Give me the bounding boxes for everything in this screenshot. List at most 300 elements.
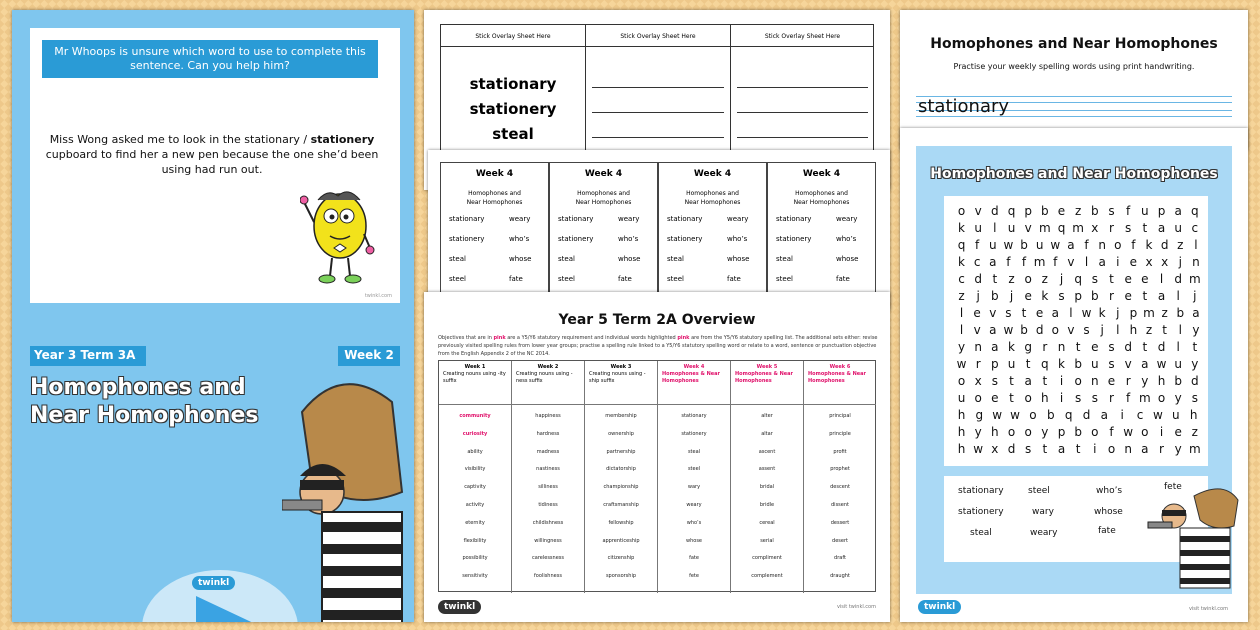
grid-letter[interactable]: d xyxy=(1157,340,1166,354)
card-word: who’s xyxy=(509,235,530,243)
grid-letter[interactable]: o xyxy=(1024,391,1032,405)
grid-letter[interactable]: o xyxy=(1157,391,1166,405)
grid-letter[interactable]: l xyxy=(1194,238,1198,252)
grid-letter[interactable]: o xyxy=(1141,425,1149,439)
overview-word: whose xyxy=(686,537,702,544)
week-card xyxy=(549,162,658,302)
grid-letter[interactable]: t xyxy=(1021,306,1027,320)
grid-letter[interactable]: e xyxy=(1124,272,1132,286)
card-word: whose xyxy=(618,255,641,263)
grid-letter[interactable]: l xyxy=(1176,289,1180,303)
grid-letter[interactable]: h xyxy=(1129,323,1138,337)
overview-word: compliment xyxy=(752,555,782,562)
grid-letter[interactable]: h xyxy=(1189,408,1198,422)
grid-letter[interactable]: o xyxy=(957,204,966,218)
grid-letter[interactable]: b xyxy=(1041,204,1049,218)
grid-letter[interactable]: l xyxy=(1084,255,1089,269)
grid-letter[interactable]: a xyxy=(1098,255,1106,269)
grid-letter[interactable]: s xyxy=(1091,391,1098,405)
grid-letter[interactable]: t xyxy=(1025,357,1031,371)
grid-letter[interactable]: r xyxy=(1159,442,1164,456)
grid-letter[interactable]: c xyxy=(973,255,981,269)
grid-row xyxy=(952,425,1202,442)
grid-letter[interactable]: q xyxy=(1064,408,1073,422)
grid-letter[interactable]: v xyxy=(989,306,997,320)
grid-letter[interactable]: t xyxy=(1142,221,1148,235)
grid-letter[interactable]: l xyxy=(1159,272,1164,286)
grid-letter[interactable]: o xyxy=(974,391,982,405)
grid-letter[interactable]: c xyxy=(1136,408,1144,422)
overview-word: desert xyxy=(832,537,848,544)
grid-letter[interactable]: d xyxy=(1191,374,1199,388)
grid-letter[interactable]: d xyxy=(1124,340,1132,354)
grid-letter[interactable]: e xyxy=(991,391,999,405)
grid-letter[interactable]: s xyxy=(1058,289,1065,303)
grid-letter[interactable]: w xyxy=(1003,323,1014,337)
grid-letter[interactable]: w xyxy=(1153,408,1163,422)
overview-word: ability xyxy=(467,448,483,455)
grid-letter[interactable]: e xyxy=(1174,425,1182,439)
grid-letter[interactable]: h xyxy=(957,425,966,439)
grid-letter[interactable]: z xyxy=(1008,272,1015,286)
grid-letter[interactable]: j xyxy=(1100,323,1104,337)
grid-letter[interactable]: o xyxy=(1114,238,1122,252)
grid-letter[interactable]: a xyxy=(1100,408,1109,422)
grid-letter[interactable]: r xyxy=(1109,391,1114,405)
grid-letter[interactable]: r xyxy=(1125,374,1131,388)
overview-word: championship xyxy=(603,484,639,491)
grid-letter[interactable]: u xyxy=(957,391,966,405)
grid-letter[interactable]: d xyxy=(1160,238,1169,252)
grid-letter[interactable]: b xyxy=(1174,374,1182,388)
grid-letter[interactable]: w xyxy=(1081,306,1092,320)
week-card-title: Week 4 xyxy=(693,169,732,179)
grid-letter[interactable]: d xyxy=(1035,323,1044,337)
grid-letter[interactable]: c xyxy=(958,272,965,286)
grid-letter[interactable]: u xyxy=(1007,357,1016,371)
grid-letter[interactable]: f xyxy=(1126,204,1131,218)
grid-letter[interactable]: k xyxy=(1008,340,1015,354)
grid-letter[interactable]: f xyxy=(1021,255,1027,269)
card-word: steel xyxy=(449,275,466,283)
grid-letter[interactable]: u xyxy=(1091,357,1099,371)
right-panel xyxy=(900,10,1248,622)
overview-word: dessert xyxy=(830,519,850,526)
overlay-header: Stick Overlay Sheet Here xyxy=(731,25,874,47)
grid-letter[interactable]: m xyxy=(1033,255,1046,269)
grid-letter[interactable]: j xyxy=(1009,289,1014,303)
grid-letter[interactable]: w xyxy=(1003,238,1014,252)
grid-letter[interactable]: m xyxy=(1038,221,1051,235)
grid-letter[interactable]: u xyxy=(1174,221,1182,235)
grid-letter[interactable]: f xyxy=(1053,255,1058,269)
twinkl-logo: twinkl xyxy=(918,600,961,614)
grid-letter[interactable]: f xyxy=(1084,238,1089,252)
grid-letter[interactable]: e xyxy=(1091,340,1099,354)
grid-letter[interactable]: l xyxy=(1069,306,1073,320)
grid-letter[interactable]: q xyxy=(1074,272,1082,286)
grid-letter[interactable]: y xyxy=(1174,442,1182,456)
grid-letter[interactable]: a xyxy=(1057,442,1066,456)
grid-letter[interactable]: v xyxy=(974,204,982,218)
grid-letter[interactable]: b xyxy=(1046,408,1055,422)
grid-letter[interactable]: z xyxy=(1177,238,1184,252)
grid-letter[interactable]: t xyxy=(992,272,998,286)
grid-letter[interactable]: z xyxy=(958,289,965,303)
grid-letter[interactable]: s xyxy=(1108,204,1115,218)
grid-letter[interactable]: c xyxy=(1191,221,1199,235)
overview-word: willingness xyxy=(534,537,562,544)
grid-letter[interactable]: a xyxy=(1192,306,1200,320)
overview-word: weary xyxy=(686,502,702,508)
term-tag: Year 3 Term 3A xyxy=(30,346,146,366)
grid-letter[interactable]: l xyxy=(993,221,997,235)
worksheets-panel xyxy=(424,10,890,622)
week-card-subtitle: Homophones and Near Homophones xyxy=(575,190,632,206)
grid-letter[interactable]: m xyxy=(1188,442,1201,456)
overview-column-header xyxy=(512,361,584,405)
overview-week-desc: Homophones & Near Homophones xyxy=(735,371,794,384)
card-word: stationery xyxy=(449,235,485,243)
grid-letter[interactable]: d xyxy=(974,272,982,286)
overlay-word: stationary xyxy=(469,75,557,93)
grid-letter[interactable]: b xyxy=(1091,204,1099,218)
overlay-header: Stick Overlay Sheet Here xyxy=(441,25,585,47)
grid-letter[interactable]: n xyxy=(1124,442,1132,456)
grid-letter[interactable]: k xyxy=(1041,289,1049,303)
grid-letter[interactable]: a xyxy=(1067,238,1075,252)
overview-word: visibility xyxy=(464,466,486,473)
grid-letter[interactable]: g xyxy=(975,408,984,422)
grid-letter[interactable]: t xyxy=(1075,442,1081,456)
grid-letter[interactable]: p xyxy=(1074,289,1082,303)
grid-letter[interactable]: o xyxy=(957,374,966,388)
grid-letter[interactable]: j xyxy=(1193,289,1197,303)
overview-word: fate xyxy=(689,555,699,562)
card-word: stationary xyxy=(776,215,812,223)
twinkl-logo: twinkl xyxy=(192,576,235,590)
grid-letter[interactable]: s xyxy=(1025,442,1032,456)
overview-word: stationary xyxy=(681,413,707,419)
grid-letter[interactable]: a xyxy=(989,255,997,269)
grid-letter[interactable]: s xyxy=(1091,272,1098,286)
grid-letter[interactable]: w xyxy=(992,408,1003,422)
grid-letter[interactable]: k xyxy=(1058,357,1065,371)
grid-letter[interactable]: h xyxy=(991,425,999,439)
grid-letter[interactable]: h xyxy=(957,408,966,422)
overview-word: fellowship xyxy=(608,519,634,526)
grid-letter[interactable]: r xyxy=(1042,340,1048,354)
grid-letter[interactable]: x xyxy=(1091,221,1099,235)
overview-word: childishness xyxy=(532,519,564,526)
overlay-header: Stick Overlay Sheet Here xyxy=(586,25,730,47)
grid-letter[interactable]: f xyxy=(1131,238,1136,252)
grid-letter[interactable]: m xyxy=(1188,272,1201,286)
grid-letter[interactable]: h xyxy=(1157,374,1166,388)
grid-letter[interactable]: z xyxy=(1191,425,1198,439)
grid-letter[interactable]: t xyxy=(1042,442,1048,456)
grid-letter[interactable]: l xyxy=(1176,340,1180,354)
grid-letter[interactable]: u xyxy=(1007,221,1016,235)
word-list-item: whose xyxy=(1094,507,1123,517)
grid-letter[interactable]: p xyxy=(1157,204,1166,218)
overview-word: ascent xyxy=(758,448,776,455)
overlay-word: steal xyxy=(492,125,534,143)
grid-letter[interactable]: a xyxy=(1141,357,1149,371)
grid-letter[interactable]: f xyxy=(1006,255,1011,269)
grid-letter[interactable]: u xyxy=(1141,204,1149,218)
grid-letter[interactable]: s xyxy=(991,374,998,388)
grid-letter[interactable]: z xyxy=(1075,204,1082,218)
grid-letter[interactable]: w xyxy=(1010,408,1020,422)
grid-letter[interactable]: a xyxy=(1051,306,1059,320)
grid-letter[interactable]: w xyxy=(1123,425,1134,439)
grid-letter[interactable]: e xyxy=(1035,306,1044,320)
grid-letter[interactable]: u xyxy=(974,221,982,235)
grid-letter[interactable]: u xyxy=(1174,357,1182,371)
grid-letter[interactable]: e xyxy=(1141,272,1149,286)
grid-letter[interactable]: b xyxy=(991,289,999,303)
grid-letter[interactable]: k xyxy=(1145,238,1153,252)
grid-letter[interactable]: k xyxy=(958,255,965,269)
grid-row xyxy=(952,323,1202,340)
overview-word: sensitivity xyxy=(462,573,488,580)
grid-letter[interactable]: o xyxy=(1074,374,1082,388)
grid-letter[interactable]: j xyxy=(1178,255,1182,269)
grid-letter[interactable]: a xyxy=(1157,289,1166,303)
grid-letter[interactable]: a xyxy=(1157,221,1166,235)
grid-letter[interactable]: f xyxy=(1109,425,1114,439)
grid-letter[interactable]: f xyxy=(975,238,980,252)
grid-letter[interactable]: i xyxy=(1120,408,1124,422)
grid-letter[interactable]: e xyxy=(1024,289,1032,303)
grid-letter[interactable]: u xyxy=(1171,408,1180,422)
grid-letter[interactable]: q xyxy=(1191,204,1199,218)
overview-week-label: Week 3 xyxy=(610,364,632,370)
grid-letter[interactable]: t xyxy=(1162,323,1167,337)
grid-letter[interactable]: t xyxy=(1009,391,1014,405)
grid-letter[interactable]: t xyxy=(1109,272,1114,286)
grid-letter[interactable]: b xyxy=(1176,306,1185,320)
grid-letter[interactable]: w xyxy=(1156,357,1167,371)
grid-letter[interactable]: w xyxy=(956,357,967,371)
grid-letter[interactable]: t xyxy=(1009,374,1014,388)
grid-letter[interactable]: y xyxy=(1141,374,1149,388)
grid-letter[interactable]: s xyxy=(1108,357,1115,371)
overview-column-header xyxy=(585,361,657,405)
card-word: fate xyxy=(727,275,741,283)
grid-letter[interactable]: d xyxy=(1174,272,1182,286)
grid-letter[interactable]: i xyxy=(1116,255,1120,269)
grid-letter[interactable]: k xyxy=(1098,306,1106,320)
grid-letter[interactable]: o xyxy=(1107,442,1116,456)
card-word: fate xyxy=(618,275,632,283)
grid-letter[interactable]: o xyxy=(1091,425,1099,439)
grid-letter[interactable]: a xyxy=(1141,442,1149,456)
grid-letter[interactable]: p xyxy=(991,357,999,371)
grid-letter[interactable]: n xyxy=(1192,255,1200,269)
grid-row xyxy=(952,238,1202,255)
grid-letter[interactable]: q xyxy=(1007,204,1016,218)
grid-letter[interactable]: y xyxy=(1191,357,1199,371)
overview-word: prophet xyxy=(830,466,850,473)
week-card xyxy=(767,162,876,302)
grid-letter[interactable]: b xyxy=(1020,323,1028,337)
grid-letter[interactable]: l xyxy=(1178,323,1182,337)
grid-letter[interactable]: a xyxy=(989,323,997,337)
grid-letter[interactable]: x xyxy=(1145,255,1153,269)
word-list-item: wary xyxy=(1032,507,1054,517)
grid-letter[interactable]: m xyxy=(1072,221,1084,235)
grid-letter[interactable]: d xyxy=(1007,442,1016,456)
grid-letter[interactable]: f xyxy=(1126,391,1131,405)
grid-letter[interactable]: y xyxy=(1041,425,1049,439)
grid-letter[interactable]: a xyxy=(1024,374,1032,388)
grid-letter[interactable]: o xyxy=(1024,272,1032,286)
grid-letter[interactable]: h xyxy=(1041,391,1049,405)
grid-letter[interactable]: w xyxy=(1050,238,1061,252)
grid-letter[interactable]: y xyxy=(1192,323,1200,337)
grid-letter[interactable]: b xyxy=(1020,238,1028,252)
grid-letter[interactable]: s xyxy=(1075,391,1082,405)
grid-row xyxy=(952,374,1202,391)
grid-letter[interactable]: e xyxy=(1107,374,1116,388)
grid-letter[interactable]: m xyxy=(1143,306,1155,320)
overview-word: profit xyxy=(833,448,847,455)
grid-letter[interactable]: s xyxy=(1125,221,1132,235)
grid-letter[interactable]: t xyxy=(1042,374,1048,388)
overview-word: captivity xyxy=(464,484,486,491)
grid-letter[interactable]: b xyxy=(1074,357,1082,371)
grid-letter[interactable]: v xyxy=(973,323,981,337)
grid-letter[interactable]: d xyxy=(991,204,999,218)
grid-letter[interactable]: n xyxy=(974,340,982,354)
grid-letter[interactable]: q xyxy=(1041,357,1049,371)
grid-letter[interactable]: r xyxy=(975,357,981,371)
word-list-item: steel xyxy=(1028,486,1050,496)
grid-row xyxy=(952,357,1202,374)
grid-letter[interactable]: l xyxy=(959,323,964,337)
week-tag: Week 2 xyxy=(338,346,400,366)
question-sentence: Miss Wong asked me to look in the stationary / stationery cupboard to find her a new pen because the one she’d been using had run out. xyxy=(45,133,379,176)
wordsearch-frame xyxy=(916,146,1232,594)
week-card-title: Week 4 xyxy=(584,169,623,179)
grid-letter[interactable]: o xyxy=(1024,425,1032,439)
card-word: who’s xyxy=(727,235,748,243)
grid-letter[interactable]: j xyxy=(976,289,980,303)
grid-letter[interactable]: y xyxy=(974,425,982,439)
overview-word: altar xyxy=(761,430,773,437)
grid-letter[interactable]: z xyxy=(1145,323,1153,337)
grid-letter[interactable]: b xyxy=(1091,289,1099,303)
grid-letter[interactable]: n xyxy=(1091,374,1099,388)
grid-letter[interactable]: a xyxy=(991,340,999,354)
overview-word: stationery xyxy=(681,430,707,437)
grid-letter[interactable]: x xyxy=(991,442,999,456)
grid-letter[interactable]: s xyxy=(1083,323,1090,337)
overview-week-label: Week 6 xyxy=(829,364,851,370)
grid-letter[interactable]: j xyxy=(1059,272,1064,286)
grid-letter[interactable]: q xyxy=(1057,221,1066,235)
grid-letter[interactable]: q xyxy=(957,238,966,252)
grid-letter[interactable]: y xyxy=(957,340,966,354)
grid-letter[interactable]: n xyxy=(1057,340,1066,354)
grid-letter[interactable]: x xyxy=(974,374,982,388)
grid-letter[interactable]: e xyxy=(1129,255,1138,269)
grid-letter[interactable]: d xyxy=(1082,408,1091,422)
overview-week-desc: Creating nouns using -ity suffix xyxy=(443,371,506,384)
grid-letter[interactable]: e xyxy=(1057,204,1066,218)
grid-letter[interactable]: s xyxy=(1005,306,1012,320)
grid-letter[interactable]: t xyxy=(1192,340,1198,354)
grid-letter[interactable]: p xyxy=(1024,204,1032,218)
grid-letter[interactable]: v xyxy=(1124,357,1132,371)
grid-letter[interactable]: u xyxy=(1035,238,1044,252)
grid-letter[interactable]: h xyxy=(957,442,966,456)
grid-letter[interactable]: z xyxy=(1161,306,1168,320)
grid-letter[interactable]: o xyxy=(1007,425,1016,439)
overview-column-header xyxy=(439,361,511,405)
grid-letter[interactable]: l xyxy=(959,306,964,320)
grid-letter[interactable]: r xyxy=(1109,289,1114,303)
grid-letter[interactable]: i xyxy=(1159,425,1164,439)
grid-letter[interactable]: w xyxy=(973,442,984,456)
grid-letter[interactable]: p xyxy=(1057,425,1066,439)
grid-letter[interactable]: r xyxy=(1109,221,1114,235)
grid-letter[interactable]: t xyxy=(1142,289,1148,303)
grid-letter[interactable]: s xyxy=(1108,340,1115,354)
grid-letter[interactable]: p xyxy=(1129,306,1138,320)
grid-letter[interactable]: j xyxy=(1116,306,1120,320)
overview-week-desc: Homophones & Near Homophones xyxy=(808,371,867,384)
grid-letter[interactable]: i xyxy=(1093,442,1097,456)
overview-column-header xyxy=(731,361,803,405)
grid-letter[interactable]: s xyxy=(1191,391,1198,405)
grid-letter[interactable]: o xyxy=(1051,323,1059,337)
overview-word: bridle xyxy=(759,502,775,508)
powerpoint-preview-panel xyxy=(12,10,414,622)
grid-letter[interactable]: t xyxy=(1142,340,1148,354)
grid-letter[interactable]: y xyxy=(1174,391,1182,405)
grid-letter[interactable]: n xyxy=(1098,238,1106,252)
grid-letter[interactable]: g xyxy=(1024,340,1032,354)
grid-letter[interactable]: e xyxy=(1124,289,1132,303)
grid-letter[interactable]: t xyxy=(1075,340,1081,354)
card-word: steal xyxy=(558,255,575,263)
overview-word: dictatorship xyxy=(606,466,636,473)
grid-letter[interactable]: e xyxy=(973,306,981,320)
grid-letter[interactable]: x xyxy=(1161,255,1169,269)
overview-word: possibility xyxy=(462,555,488,562)
grid-letter[interactable]: k xyxy=(958,221,965,235)
grid-letter[interactable]: z xyxy=(1041,272,1048,286)
grid-row xyxy=(952,391,1202,408)
card-word: steal xyxy=(667,255,684,263)
grid-letter[interactable]: b xyxy=(1074,425,1082,439)
grid-letter[interactable]: m xyxy=(1138,391,1151,405)
grid-letter[interactable]: v xyxy=(1067,255,1075,269)
card-word: steel xyxy=(667,275,684,283)
grid-letter[interactable]: i xyxy=(1059,391,1064,405)
grid-letter[interactable]: v xyxy=(1024,221,1032,235)
grid-letter[interactable]: l xyxy=(1116,323,1120,337)
grid-letter[interactable]: a xyxy=(1174,204,1182,218)
grid-letter[interactable]: i xyxy=(1059,374,1064,388)
grid-letter[interactable]: v xyxy=(1067,323,1075,337)
grid-letter[interactable]: u xyxy=(988,238,997,252)
overview-word: happiness xyxy=(535,413,561,419)
grid-letter[interactable]: o xyxy=(1029,408,1037,422)
